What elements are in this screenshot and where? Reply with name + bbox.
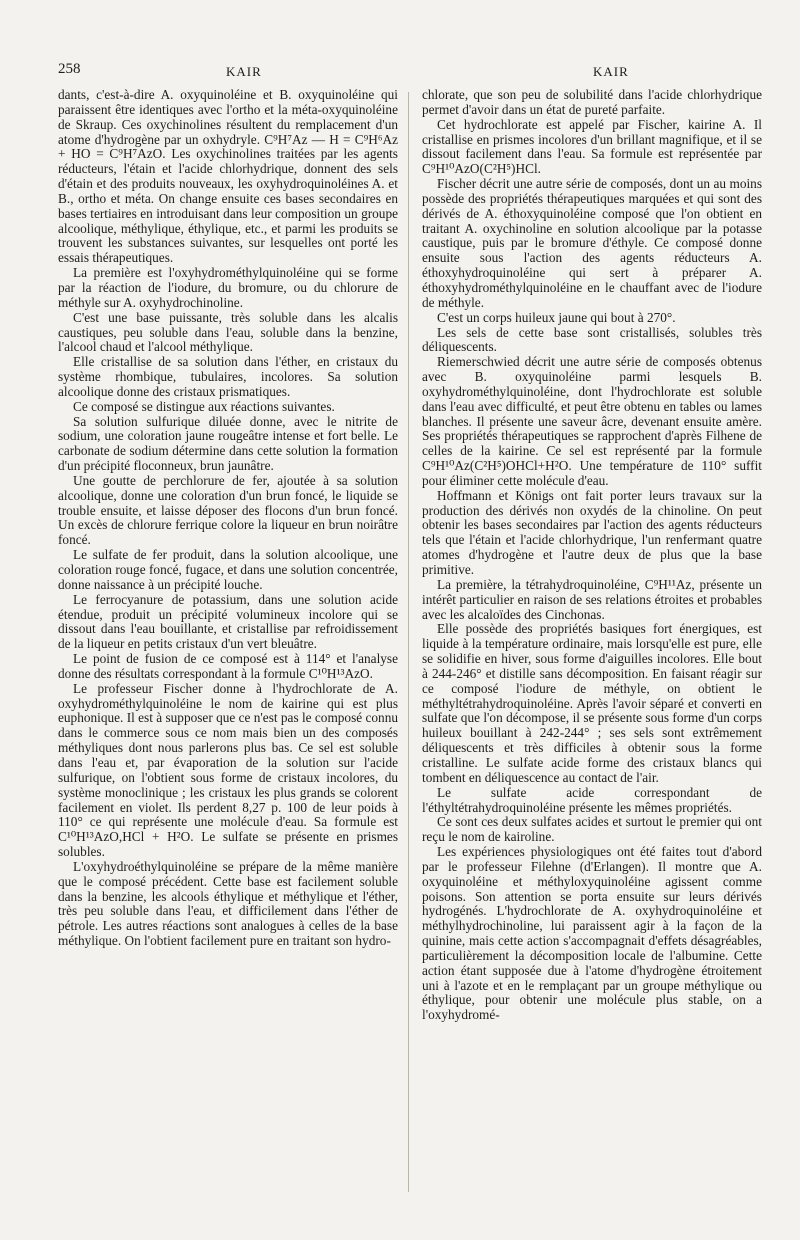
paragraph: Sa solution sulfurique diluée donne, avec le nitrite de sodium, une coloration jaune rougeâtre intense et fort belle. Le carbonate de sodium détermine dans cette solution la formation d'un précipité floconneux, brun jaunâtre. [58,413,398,474]
right-column [422,88,762,1023]
page-number: 258 [58,61,81,77]
paragraph: Fischer décrit une autre série de composés, dont un au moins possède des propriétés thérapeutiques marquées et qui sont des dérivés de A. éthoxyquinoléine composé que l'on obtient en traitant A. oxychinoline en solution alcoolique par la potasse caustique, puis par le bromure d'éthyle. Ce composé donne ensuite sous l'action des agents réducteurs A. éthoxyhydroquinoléine qui sert à préparer A. éthoxyhydrométhylquinoléine en le chauffant avec de l'iodure de méthyle. [422,176,762,310]
paragraph: Le professeur Fischer donne à l'hydrochlorate de A. oxyhydrométhylquinoléine le nom de kairine qui est plus euphonique. Il est à supposer que ce n'est pas le composé connu dans le commerce sous ce nom mais bien un des composés méthyliques dont nous parlerons plus bas. Ce sel est soluble dans l'eau et, par évaporation de la solution sur l'acide sulfurique, on l'obtient sous forme de cristaux incolores, du système monoclinique ; les cristaux les plus grands se colorent facilement en violet. Ils perdent 8,27 p. 100 de leur poids à 110° ce qui représente une molécule d'eau. Sa formule est C¹⁰H¹³AzO,HCl + H²O. Le sulfate se présente en prismes solubles. [58,680,398,860]
paragraph: Les expériences physiologiques ont été faites tout d'abord par le professeur Filehne (d'Erlangen). Il montre que A. oxyquinoléine et méthyloxyquinoléine agissent comme poisons. Son attention se porta ensuite sur leurs dérivés hydrogénés. L'hydrochlorate de A. oxyhydroquinoléine et méthylhydrochinoline, lui paraissent agir à la façon de la quinine, mais cette action s'accompagnait d'effets désagréables, particulièrement la décomposition locale de l'albumine. Cette action étant supposée due à l'atome d'hydrogène étroitement uni à l'azote et en le remplaçant par un groupe méthylique ou éthylique, pour obtenir une molécule plus stable, on a l'oxyhydromé- [422,844,762,1023]
paragraph: Hoffmann et Königs ont fait porter leurs travaux sur la production des dérivés non oxydés de la chinoline. On peut obtenir les bases secondaires par l'action des agents réducteurs tels que l'étain et l'acide chlorhydrique, l'un renfermant quatre atomes d'hydrogène et l'autre deux de plus que la base primitive. [422,487,762,577]
left-column [58,88,398,949]
paragraph: L'oxyhydroéthylquinoléine se prépare de la même manière que le composé précédent. Cette base est facilement soluble dans la benzine, les alcools éthylique et méthylique et l'éther, très peu soluble dans l'eau, et difficilement dans l'éther de pétrole. Les autres réactions sont analogues à celles de la base méthylique. On l'obtient facilement pure en traitant son hydro- [58,858,398,949]
column-divider [408,92,409,1192]
paragraph: Ce sont ces deux sulfates acides et surtout le premier qui ont reçu le nom de kairoline. [422,814,762,845]
paragraph: Les sels de cette base sont cristallisés, solubles très déliquescents. [422,324,762,355]
paragraph: Cet hydrochlorate est appelé par Fischer, kairine A. Il cristallise en prismes incolores d'un brillant magnifique, et il se dissout facilement dans l'eau. Sa formule est représentée par C⁹H¹⁰AzO(C²H⁵)HCl. [422,116,762,177]
paragraph: C'est une base puissante, très soluble dans les alcalis caustiques, peu soluble dans l'eau, soluble dans la benzine, l'alcool chaud et l'alcool méthylique. [58,309,398,355]
running-head-right: KAIR [593,64,629,79]
paragraph: Le sulfate de fer produit, dans la solution alcoolique, une coloration rouge foncé, fugace, et dans une solution concentrée, donne naissance à un précipité louche. [58,547,398,592]
paragraph: Le sulfate acide correspondant de l'éthyltétrahydroquinoléine présente les mêmes propriétés. [422,784,762,815]
paragraph: Une goutte de perchlorure de fer, ajoutée à sa solution alcoolique, donne une coloration d'un brun foncé, le liquide se trouble ensuite, et laisse déposer des flocons d'un brun foncé. Un excès de chlorure ferrique colore la liqueur en brun noirâtre foncé. [58,472,398,548]
running-head-left: KAIR [226,64,262,79]
paragraph: dants, c'est-à-dire A. oxyquinoléine et B. oxyquinoléine qui paraissent être identiques avec l'ortho et la méta-oxyquinoléine de Skraup. Ces oxychinolines résultent du remplacement d'un atome d'hydrogène par un oxhydryle. C⁹H⁷Az — H = C⁹H⁶Az + HO = C⁹H⁷AzO. Les oxychinolines traitées par les agents réducteurs, l'étain et l'acide chlorhydrique, donnent des sels d'étain et des produits nouveaux, les oxyhydroquinoléines A. et B., ortho et méta. On change ensuite ces bases secondaires en bases tertiaires en introduisant dans leur composition un groupe alcoolique, méthylique, éthylique, etc., et parmi les produits se trouvent les substances suivantes, sur lesquelles ont porté les essais thérapeutiques. [58,87,398,266]
paragraph: Riemerschwied décrit une autre série de composés obtenus avec B. oxyquinoléine parmi lesquels B. oxyhydrométhylquinoléine, dont l'hydrochlorate est soluble dans l'eau avec difficulté, et peut être obtenu en tables ou lames blanches. Il présente une saveur âcre, devenant ensuite amère. Ses propriétés thérapeutiques se rapprochent d'après Filhene de celles de la kairine. Ce sel est représenté par la formule C⁹H¹⁰Az(C²H⁵)OHCl+H²O. Une température de 110° suffit pour éliminer cette molécule d'eau. [422,354,762,488]
paragraph: La première est l'oxyhydrométhylquinoléine qui se forme par la réaction de l'iodure, du bromure, ou du chlorure de méthyle sur A. oxyhydrochinoline. [58,265,398,310]
paragraph: C'est un corps huileux jaune qui bout à 270°. [437,309,676,325]
paragraph: Le ferrocyanure de potassium, dans une solution acide étendue, produit un précipité volumineux incolore qui se dissout dans l'eau bouillante, et cristallise par refroidissement de la liqueur en petits cristaux d'un vert bleuâtre. [58,591,398,652]
paragraph: La première, la tétrahydroquinoléine, C⁹H¹¹Az, présente un intérêt particulier en raison de ses relations étroites et probables avec les alcaloïdes des Cinchonas. [422,576,762,622]
paragraph: Elle possède des propriétés basiques fort énergiques, est liquide à la température ordinaire, mais lorsqu'elle est pure, elle se solidifie en hiver, sous forme d'aiguilles incolores. Elle bout à 244-246° et distille sans décomposition. En faisant réagir sur ce composé l'iodure de méthyle, on obtient le méthyltétrahydroquinoléine. Après l'avoir séparé et converti en sulfate que l'on décompose, il se présente sous forme d'un corps huileux bouillant à 242-244° ; ses sels sont extrêmement déliquescents et très difficiles à obtenir sous la forme cristalline. Le sulfate acide forme des cristaux blancs qui tombent en déliquescence au contact de l'air. [422,621,762,785]
paragraph: chlorate, que son peu de solubilité dans l'acide chlorhydrique permet d'avoir dans un état de pureté parfaite. [422,87,762,117]
paragraph: Elle cristallise de sa solution dans l'éther, en cristaux du système rhombique, tubulaires, incolores. Sa solution alcoolique donne des cristaux prismatiques. [58,354,398,399]
paragraph: Ce composé se distingue aux réactions suivantes. [73,398,335,414]
paragraph: Le point de fusion de ce composé est à 114° et l'analyse donne des résultats correspondant à la formule C¹⁰H¹³AzO. [58,651,398,681]
